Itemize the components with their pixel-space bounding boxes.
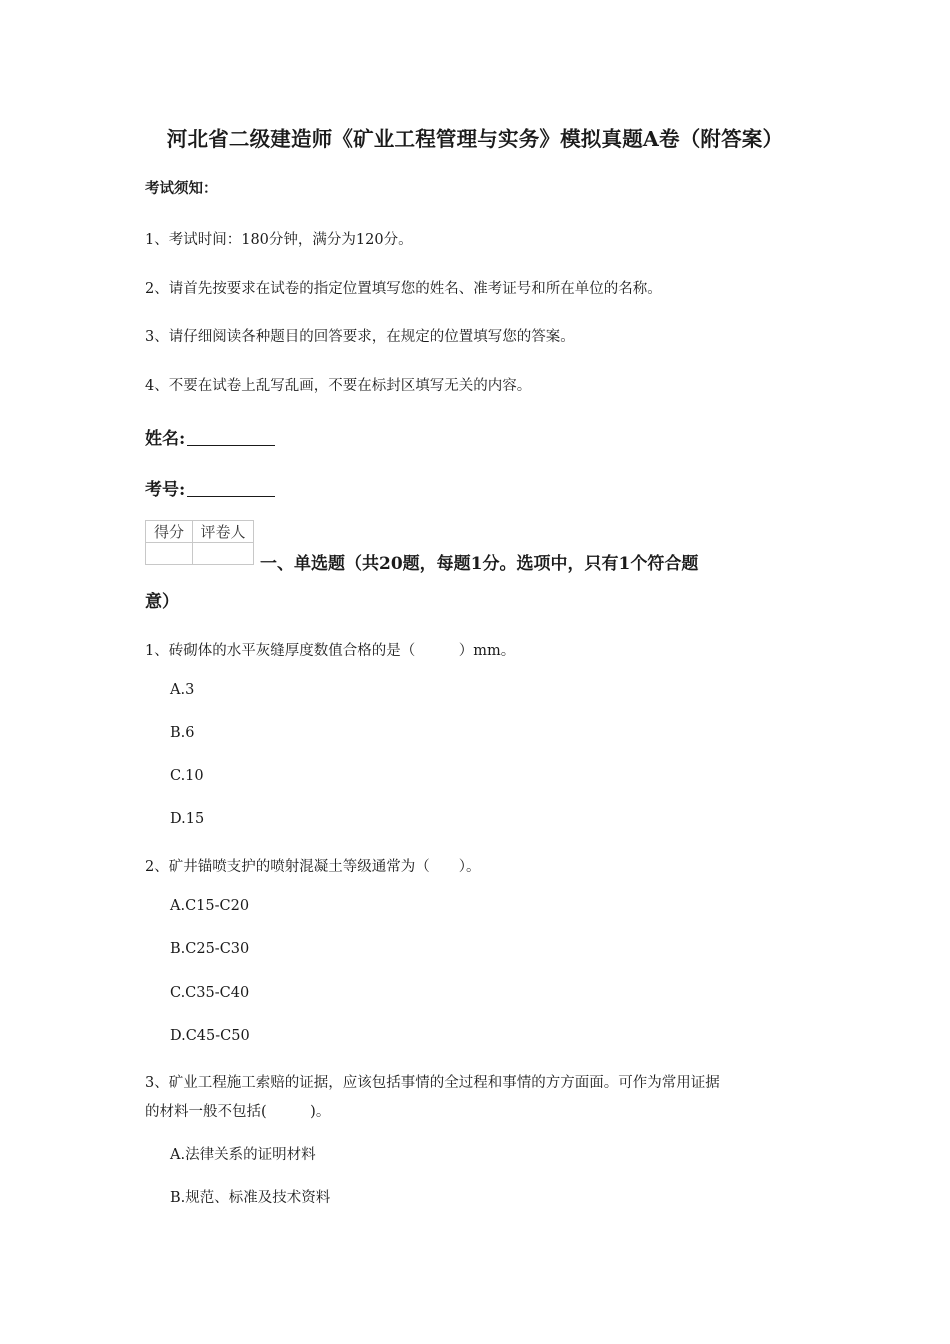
exam-number-field[interactable] <box>145 475 275 500</box>
reviewer-header: 评卷人 <box>193 521 254 543</box>
notice-item: 4、不要在试卷上乱写乱画，不要在标封区填写无关的内容。 <box>145 378 532 394</box>
question-stem: 2、矿井锚喷支护的喷射混凝土等级通常为（ ）。 <box>145 859 481 875</box>
exam-number-blank-line[interactable] <box>187 478 275 497</box>
section-title-continued: 意） <box>145 592 179 612</box>
notice-heading: 考试须知： <box>145 180 218 197</box>
section-title: 一、单选题（共20题，每题1分。选项中，只有1个符合题 <box>260 554 699 574</box>
answer-option: B.C25-C30 <box>170 941 250 957</box>
question-stem: 3、矿业工程施工索赔的证据，应该包括事情的全过程和事情的方方面面。可作为常用证据 <box>145 1075 720 1091</box>
answer-option: C.10 <box>170 768 204 784</box>
name-blank-line[interactable] <box>187 427 275 446</box>
answer-option: A.法律关系的证明材料 <box>170 1147 316 1163</box>
score-cell[interactable] <box>146 543 193 565</box>
answer-option: D.C45-C50 <box>170 1028 250 1044</box>
name-field[interactable] <box>145 424 275 449</box>
score-header: 得分 <box>146 521 193 543</box>
notice-item: 2、请首先按要求在试卷的指定位置填写您的姓名、准考证号和所在单位的名称。 <box>145 281 662 297</box>
question-stem: 1、砖砌体的水平灰缝厚度数值合格的是（ ）mm。 <box>145 643 516 659</box>
answer-option: D.15 <box>170 811 205 827</box>
exam-number-label: 考号: <box>145 480 186 500</box>
page-title: 河北省二级建造师《矿业工程管理与实务》模拟真题A卷（附答案） <box>166 127 784 151</box>
question-stem-continued: 的材料一般不包括( )。 <box>145 1104 331 1120</box>
answer-option: A.3 <box>170 682 195 698</box>
notice-item: 1、考试时间：180分钟，满分为120分。 <box>145 232 413 248</box>
answer-option: A.C15-C20 <box>170 898 250 914</box>
answer-option: C.C35-C40 <box>170 985 250 1001</box>
score-table <box>145 520 254 565</box>
answer-option: B.规范、标准及技术资料 <box>170 1190 331 1206</box>
reviewer-cell[interactable] <box>193 543 254 565</box>
answer-option: B.6 <box>170 725 195 741</box>
notice-item: 3、请仔细阅读各种题目的回答要求，在规定的位置填写您的答案。 <box>145 329 575 345</box>
name-label: 姓名: <box>145 429 186 449</box>
